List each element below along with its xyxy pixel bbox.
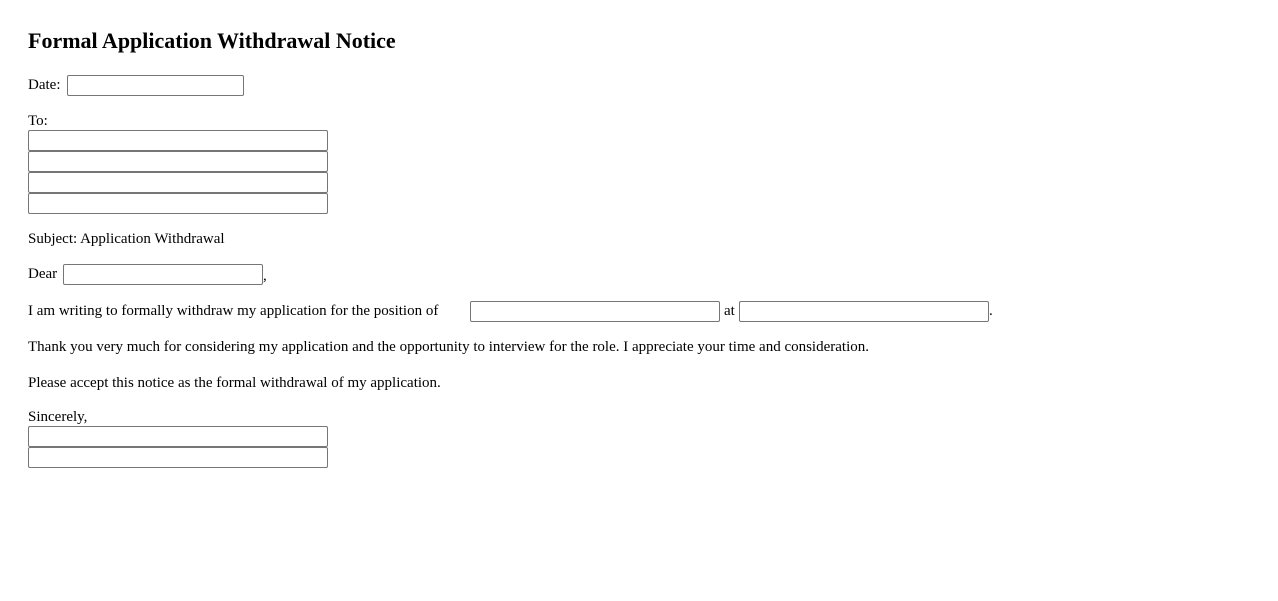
salutation-label: Dear [28,266,58,282]
recipient-line-2-field[interactable] [28,151,328,172]
position-field[interactable] [470,301,720,322]
date-label: Date: [28,77,61,93]
page-title: Formal Application Withdrawal Notice [28,28,396,53]
recipient-line-3-field[interactable] [28,172,328,193]
signature-line-2-field[interactable] [28,447,328,468]
recipient-line-4-field[interactable] [28,193,328,214]
thanks-paragraph: Thank you very much for considering my application and the opportunity to interview for the role. I appreciate your time and consideration. [28,339,869,355]
company-field[interactable] [739,301,989,322]
statement-period: . [989,303,993,319]
closing-label: Sincerely, [28,409,88,425]
recipient-line-1-field[interactable] [28,130,328,151]
salutation-name-field[interactable] [63,264,263,285]
subject-line: Subject: Application Withdrawal [28,231,225,247]
at-label: at [724,303,735,319]
signature-line-1-field[interactable] [28,426,328,447]
salutation-comma: , [263,268,267,284]
to-label: To: [28,113,48,129]
date-field[interactable] [67,75,244,96]
accept-paragraph: Please accept this notice as the formal withdrawal of my application. [28,375,441,391]
withdrawal-statement: I am writing to formally withdraw my application for the position of [28,303,439,319]
